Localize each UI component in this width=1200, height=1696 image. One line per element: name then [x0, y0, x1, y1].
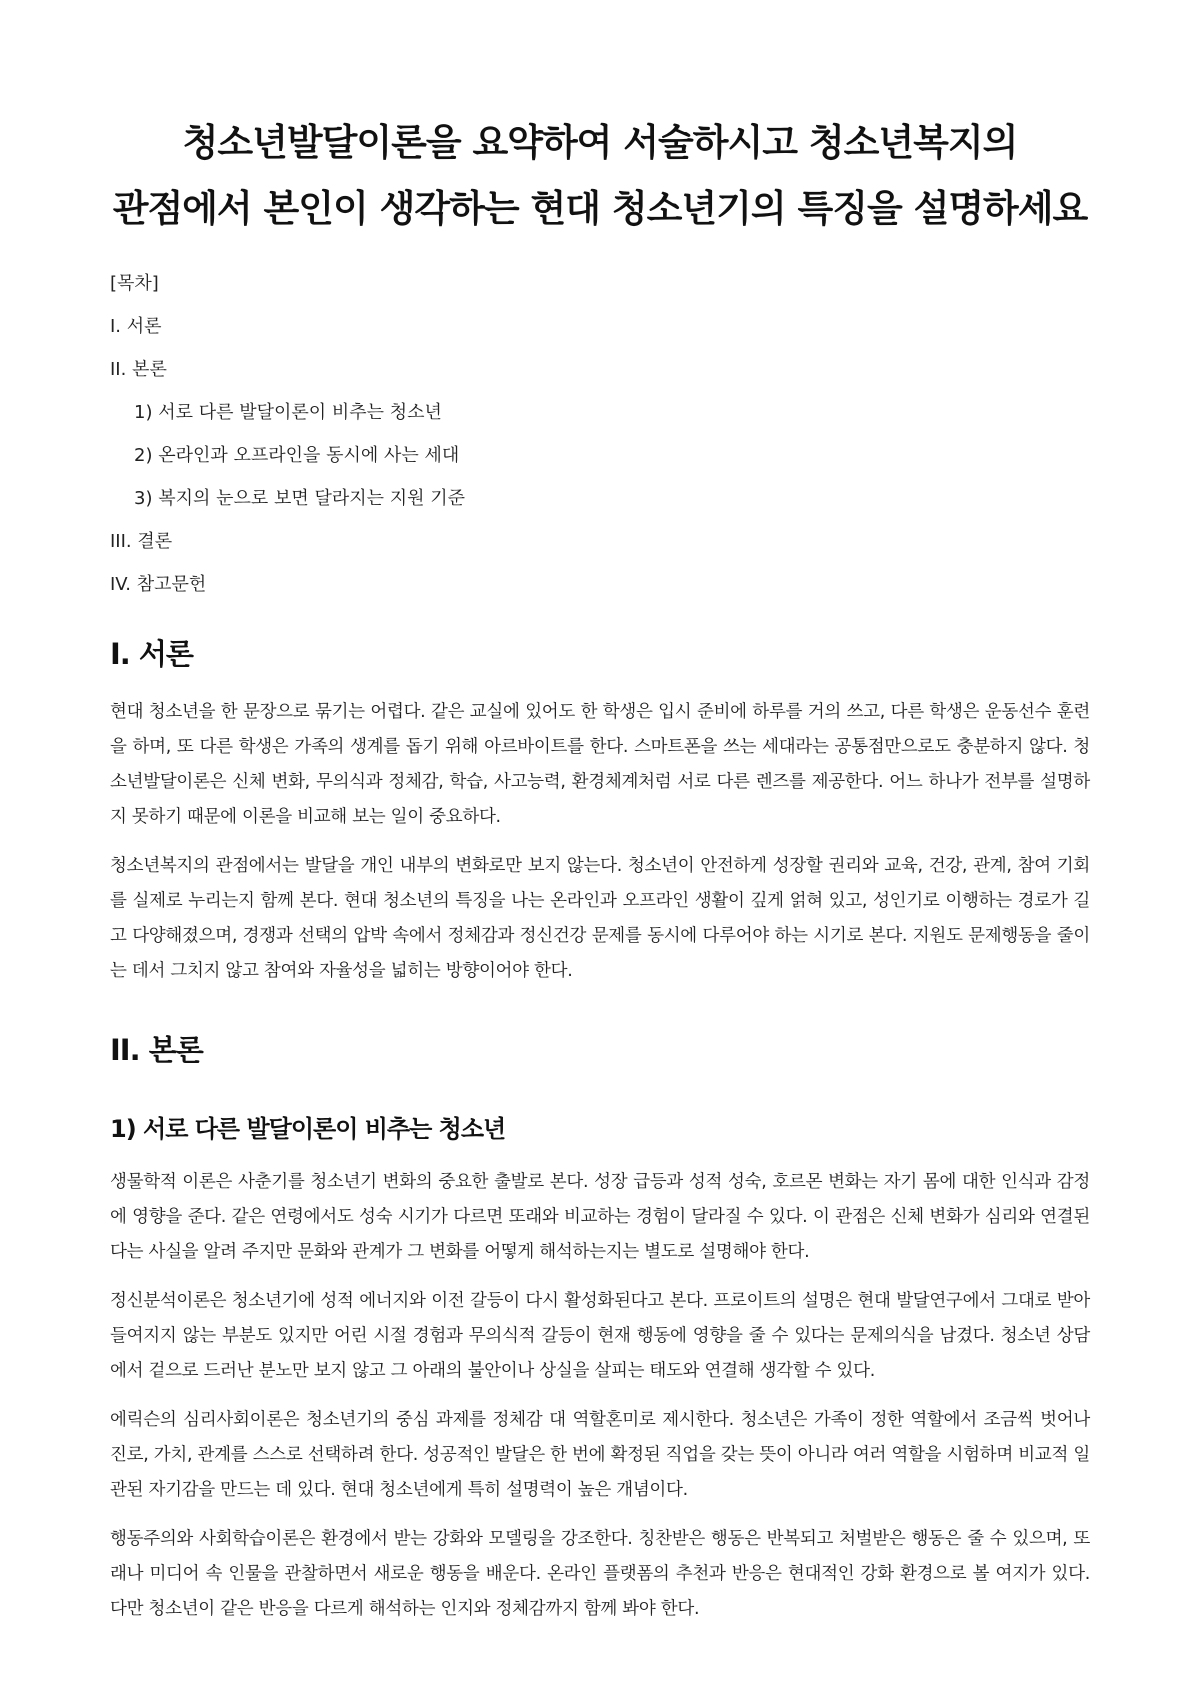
section-introduction: [110, 635, 1090, 989]
toc-item: 1) 서로 다른 발달이론이 비추는 청소년: [134, 402, 442, 423]
toc-heading: [목차]: [110, 273, 159, 294]
toc-item: 3) 복지의 눈으로 보면 달라지는 지원 기준: [134, 488, 466, 509]
paragraph: 현대 청소년을 한 문장으로 묶기는 어렵다. 같은 교실에 있어도 한 학생은 입시 준비에 하루를 거의 쓰고, 다른 학생은 운동선수 훈련을 하며, 또 다른 학생은 가족의 생계를 돕기 위해 아르바이트를 한다. 스마트폰을 쓰는 세대라는 공통점만으로도 충분하지 않다. 청소년발달이론은 신체 변화, 무의식과 정체감, 학습, 사고능력, 환경체계처럼 서로 다른 렌즈를 제공한다. 어느 하나가 전부를 설명하지 못하기 때문에 이론을 비교해 보는 일이 중요하다.: [110, 702, 1090, 827]
paragraph: 청소년복지의 관점에서는 발달을 개인 내부의 변화로만 보지 않는다. 청소년이 안전하게 성장할 권리와 교육, 건강, 관계, 참여 기회를 실제로 누리는지 함께 본다. 현대 청소년의 특징을 나는 온라인과 오프라인 생활이 깊게 얽혀 있고, 성인기로 이행하는 경로가 길고 다양해졌으며, 경쟁과 선택의 압박 속에서 정체감과 정신건강 문제를 동시에 다루어야 하는 시기로 본다. 지원도 문제행동을 줄이는 데서 그치지 않고 참여와 자율성을 넓히는 방향이어야 한다.: [110, 856, 1090, 981]
paragraph: 행동주의와 사회학습이론은 환경에서 받는 강화와 모델링을 강조한다. 칭찬받은 행동은 반복되고 처벌받은 행동은 줄 수 있으며, 또래나 미디어 속 인물을 관찰하면서 새로운 행동을 배운다. 온라인 플랫폼의 추천과 반응은 현대적인 강화 환경으로 볼 여지가 있다. 다만 청소년이 같은 반응을 다르게 해석하는 인지와 정체감까지 함께 봐야 한다.: [110, 1529, 1090, 1619]
table-of-contents: [110, 272, 1090, 597]
toc-item: 2) 온라인과 오프라인을 동시에 사는 세대: [134, 445, 460, 466]
section-body: [110, 1031, 1090, 1627]
toc-item: IV. 참고문헌: [110, 574, 207, 595]
subsection-theories: [110, 1113, 1090, 1627]
toc-item: III. 결론: [110, 531, 173, 552]
paragraph: 생물학적 이론은 사춘기를 청소년기 변화의 중요한 출발로 본다. 성장 급등과 성적 성숙, 호르몬 변화는 자기 몸에 대한 인식과 감정에 영향을 준다. 같은 연령에서도 성숙 시기가 다르면 또래와 비교하는 경험이 달라질 수 있다. 이 관점은 신체 변화가 심리와 연결된다는 사실을 알려 주지만 문화와 관계가 그 변화를 어떻게 해석하는지는 별도로 설명해야 한다.: [110, 1172, 1090, 1262]
subsection-heading: 1) 서로 다른 발달이론이 비추는 청소년: [110, 1115, 506, 1143]
toc-list: [110, 315, 1090, 597]
paragraph: 에릭슨의 심리사회이론은 청소년기의 중심 과제를 정체감 대 역할혼미로 제시한다. 청소년은 가족이 정한 역할에서 조금씩 벗어나 진로, 가치, 관계를 스스로 선택하려 한다. 성공적인 발달은 한 번에 확정된 직업을 갖는 뜻이 아니라 여러 역할을 시험하며 비교적 일관된 자기감을 만드는 데 있다. 현대 청소년에게 특히 설명력이 높은 개념이다.: [110, 1410, 1090, 1500]
toc-item: II. 본론: [110, 359, 167, 380]
section-heading: II. 본론: [110, 1033, 203, 1067]
toc-item: I. 서론: [110, 316, 162, 337]
document-title: 청소년발달이론을 요약하여 서술하시고 청소년복지의 관점에서 본인이 생각하는 현대 청소년기의 특징을 설명하세요: [112, 121, 1088, 230]
section-heading: I. 서론: [110, 637, 193, 671]
paragraph: 정신분석이론은 청소년기에 성적 에너지와 이전 갈등이 다시 활성화된다고 본다. 프로이트의 설명은 현대 발달연구에서 그대로 받아들여지지 않는 부분도 있지만 어린 시절 경험과 무의식적 갈등이 현재 행동에 영향을 줄 수 있다는 문제의식을 남겼다. 청소년 상담에서 겉으로 드러난 분노만 보지 않고 그 아래의 불안이나 상실을 살피는 태도와 연결해 생각할 수 있다.: [110, 1291, 1090, 1381]
